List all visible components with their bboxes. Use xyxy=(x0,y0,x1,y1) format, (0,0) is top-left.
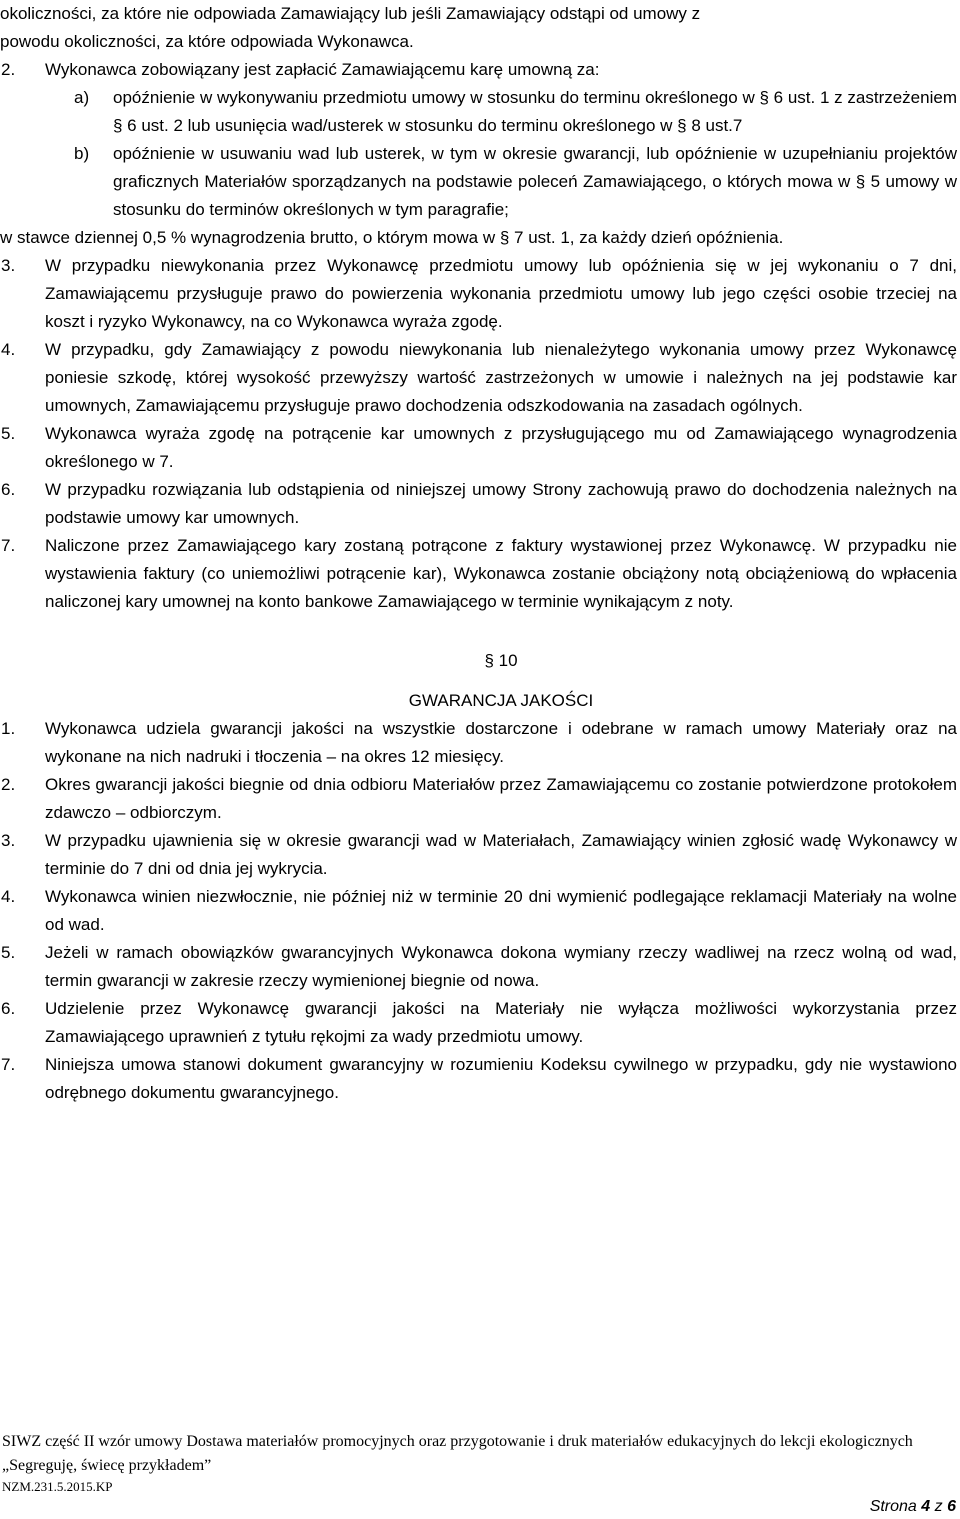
penalty-item-6 xyxy=(0,476,957,532)
intro-line: powodu okoliczności, za które odpowiada Wykonawca. xyxy=(0,32,414,51)
list-item-number: 3. xyxy=(1,831,16,850)
section-number: § 10 xyxy=(484,651,518,670)
page-separator: z xyxy=(934,1498,943,1515)
list-item-number: 4. xyxy=(1,887,16,906)
list-item-number: 5. xyxy=(1,424,16,443)
warranty-item-6 xyxy=(0,995,957,1051)
list-item-number: 1. xyxy=(1,719,16,738)
penalty-item-4 xyxy=(0,336,957,420)
intro-paragraph xyxy=(0,0,957,56)
penalty-subitem-a xyxy=(0,84,957,140)
list-item-text: Wykonawca wyraża zgodę na potrącenie kar umownych z przysługującego mu od Zamawiającego wynagrodzenia określonego w 7. xyxy=(45,424,957,471)
penalty-rate-paragraph: w stawce dziennej 0,5 % wynagrodzenia brutto, o którym mowa w § 7 ust. 1, za każdy dzień opóźnienia. xyxy=(0,228,784,247)
penalty-subitem-b xyxy=(0,140,957,224)
list-item-number: 5. xyxy=(1,943,16,962)
section-title-spacer xyxy=(0,675,957,687)
list-item-number: 2. xyxy=(1,60,16,79)
list-item-text: Udzielenie przez Wykonawcę gwarancji jakości na Materiały nie wyłącza możliwości wykorzystania przez Zamawiającego uprawnień z tytułu rękojmi za wady przedmiotu umowy. xyxy=(45,999,957,1046)
list-item-number: 4. xyxy=(1,340,16,359)
warranty-item-7 xyxy=(0,1051,957,1107)
list-item-text: W przypadku rozwiązania lub odstąpienia od niniejszej umowy Strony zachowują prawo do dochodzenia należnych na podstawie umowy kar umownych. xyxy=(45,480,957,527)
list-item-text: Naliczone przez Zamawiającego kary zostaną potrącone z faktury wystawionej przez Wykonawcę. W przypadku nie wystawienia faktury (co uniemożliwi potrącenie kar), Wykonawca zostanie obciążony notą obciążeniową do wpłacenia naliczonej kary umownej na konto bankowe Zamawiającego w terminie wynikającym z noty. xyxy=(45,536,957,611)
subitem-text: opóźnienie w usuwaniu wad lub usterek, w tym w okresie gwarancji, lub opóźnienie w uzupełnianiu projektów graficznych Materiałów sporządzanych na podstawie poleceń Zamawiającego, o których mowa w § 5 umowy w stosunku do terminów określonych w tym paragrafie; xyxy=(113,144,957,219)
page-number xyxy=(870,1497,956,1517)
warranty-item-4 xyxy=(0,883,957,939)
list-item-number: 6. xyxy=(1,480,16,499)
penalty-list-item xyxy=(0,56,957,84)
section-spacer xyxy=(0,616,957,647)
list-item-number: 2. xyxy=(1,775,16,794)
penalty-item-5 xyxy=(0,420,957,476)
list-item-text: W przypadku niewykonania przez Wykonawcę przedmiotu umowy lub opóźnienia się w jej wykonaniu o 7 dni, Zamawiającemu przysługuje prawo do powierzenia wykonania przedmiotu umowy lub jego części osobie trzeciej na koszt i ryzyko Wykonawcy, na co Wykonawca wyraża zgodę. xyxy=(45,256,957,331)
warranty-item-1 xyxy=(0,715,957,771)
section-title: GWARANCJA JAKOŚCI xyxy=(408,691,594,710)
page-total: 6 xyxy=(947,1498,956,1515)
list-item-text: Wykonawca zobowiązany jest zapłacić Zamawiającemu karę umowną za: xyxy=(45,60,600,79)
warranty-item-3 xyxy=(0,827,957,883)
penalty-item-3 xyxy=(0,252,957,336)
list-item-text: Wykonawca udziela gwarancji jakości na wszystkie dostarczone i odebrane w ramach umowy Materiały oraz na wykonane na nich nadruki i tłoczenia – na okres 12 miesięcy. xyxy=(45,719,957,766)
warranty-item-2 xyxy=(0,771,957,827)
page-current: 4 xyxy=(921,1498,931,1515)
list-item-text: Niniejsza umowa stanowi dokument gwarancyjny w rozumieniu Kodeksu cywilnego w przypadku, gdy nie wystawiono odrębnego dokumentu gwarancyjnego. xyxy=(45,1055,957,1102)
list-item-number: 7. xyxy=(1,536,16,555)
list-item-text: Jeżeli w ramach obowiązków gwarancyjnych Wykonawca dokona wymiany rzeczy wadliwej na rzecz wolną od wad, termin gwarancji w zakresie rzeczy wymienionej biegnie od nowa. xyxy=(45,943,957,990)
subitem-text: opóźnienie w wykonywaniu przedmiotu umowy w stosunku do terminu określonego w § 6 ust. 1 z zastrzeżeniem § 6 ust. 2 lub usunięcia wad/usterek w stosunku do terminu określonego w § 8 ust.7 xyxy=(113,88,957,135)
subitem-letter: a) xyxy=(74,88,90,107)
list-item-text: Okres gwarancji jakości biegnie od dnia odbioru Materiałów przez Zamawiającemu co zostanie potwierdzone protokołem zdawczo – odbiorczym. xyxy=(45,775,957,822)
list-item-text: W przypadku ujawnienia się w okresie gwarancji wad w Materiałach, Zamawiający winien zgłosić wadę Wykonawcy w terminie do 7 dni od dnia jej wykrycia. xyxy=(45,831,957,878)
intro-line: okoliczności, za które nie odpowiada Zamawiający lub jeśli Zamawiający odstąpi od umowy z xyxy=(0,4,701,23)
subitem-letter: b) xyxy=(74,144,90,163)
penalty-item-7 xyxy=(0,532,957,616)
list-item-number: 7. xyxy=(1,1055,16,1074)
list-item-text: W przypadku, gdy Zamawiający z powodu niewykonania lub nienależytego wykonania umowy przez Wykonawcę poniesie szkodę, której wysokość przewyższy wartość zastrzeżonych w umowie i należnych na jej podstawie kar umownych, Zamawiającemu przysługuje prawo dochodzenia odszkodowania na zasadach ogólnych. xyxy=(45,340,957,415)
footer-description: SIWZ część II wzór umowy Dostawa materiałów promocyjnych oraz przygotowanie i druk materiałów edukacyjnych do lekcji ekologicznych „Segreguję, świecę przykładem” xyxy=(2,1433,913,1474)
list-item-number: 3. xyxy=(1,256,16,275)
warranty-item-5 xyxy=(0,939,957,995)
list-item-number: 6. xyxy=(1,999,16,1018)
list-item-text: Wykonawca winien niezwłocznie, nie później niż w terminie 20 dni wymienić podlegające reklamacji Materiały na wolne od wad. xyxy=(45,887,957,934)
page-label: Strona xyxy=(869,1498,917,1515)
footer-reference: NZM.231.5.2015.KP xyxy=(2,1479,113,1494)
